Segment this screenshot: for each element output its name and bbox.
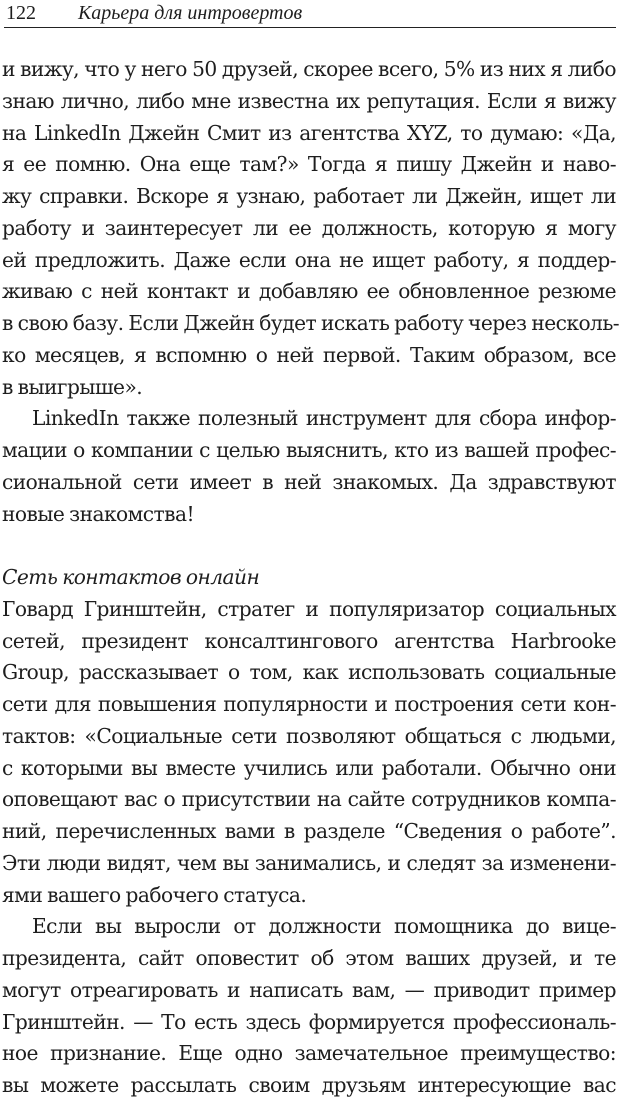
text-line: жу справки. Вскоре я узнаю, работает ли Джейн, ищет ли (2, 184, 616, 208)
text-line: ями вашего рабочего статуса. (2, 882, 307, 907)
text-line: оповещают вас о присутствии на сайте сотрудников компа- (2, 787, 616, 812)
text-line: сетей, президент консалтингового агентства Harbrooke (2, 628, 616, 653)
text-line: Эти люди видят, чем вы занимались, и следят за изменени- (2, 850, 616, 875)
body-text (2, 54, 620, 1102)
paragraph (2, 594, 616, 912)
text-line: Гринштейн. — То есть здесь формируется профессиональ- (2, 1009, 616, 1034)
text-line: вы можете рассылать своим друзьям интересующие вас (2, 1073, 616, 1097)
text-line: мации о компании с целью выяснить, кто из вашей профес- (2, 438, 616, 462)
text-line: в выигрыше». (2, 374, 143, 399)
text-line: на LinkedIn Джейн Смит из агентства XYZ, то думаю: «Да, (2, 120, 616, 145)
text-line: я ее помню. Она еще там?» Тогда я пишу Джейн и наво- (2, 152, 616, 177)
text-line: президента, сайт оповестит об этом ваших друзей, и те (2, 946, 616, 970)
text-line: сети для повышения популярности и построения сети кон- (2, 692, 616, 716)
page-number: 122 (6, 2, 36, 24)
running-title: Карьера для интровертов (78, 2, 303, 24)
text-line: и вижу, что у него 50 друзей, скорее всего, 5% из них я либо (2, 57, 616, 81)
paragraph (2, 911, 616, 1102)
text-line: живаю с ней контакт и добавляю ее обновленное резюме (2, 279, 616, 304)
text-line: Если вы выросли от должности помощника до вице- (32, 914, 616, 939)
text-line: работу и заинтересует ли ее должность, которую я могу (2, 215, 616, 240)
text-line: ко месяцев, я вспомню о ней первой. Таким образом, все (2, 342, 616, 367)
text-line: ное признание. Еще одно замечательное преимущество: (2, 1041, 616, 1066)
text-line: LinkedIn также полезный инструмент для сбора инфор- (32, 406, 616, 431)
running-header (4, 2, 616, 28)
paragraph-group-1 (2, 54, 620, 530)
text-line: ний, перечисленных вами в разделе “Сведения о работе”. (2, 819, 616, 843)
text-line: знаю лично, либо мне известна их репутация. Если я вижу (2, 88, 616, 113)
paragraph (2, 403, 616, 530)
text-line: Group, рассказывает о том, как использовать социальные (2, 660, 616, 685)
text-line: с которыми вы вместе учились или работали. Обычно они (2, 755, 616, 780)
paragraph-group-2 (2, 594, 616, 1102)
text-line: тактов: «Социальные сети позволяют общаться с людьми, (2, 723, 616, 748)
text-line: ей предложить. Даже если она не ищет работу, я поддер- (2, 247, 616, 272)
text-line: новые знакомства! (2, 501, 195, 526)
text-line: в свою базу. Если Джейн будет искать работу через несколь- (2, 311, 620, 335)
text-line: сиональной сети имеет в ней знакомых. Да здравствуют (2, 469, 616, 494)
text-line: Говард Гринштейн, стратег и популяризатор социальных (2, 596, 616, 621)
paragraph (2, 54, 620, 403)
text-line: могут отреагировать и написать вам, — приводит пример (2, 977, 616, 1002)
section-heading: Сеть контактов онлайн (2, 565, 260, 589)
